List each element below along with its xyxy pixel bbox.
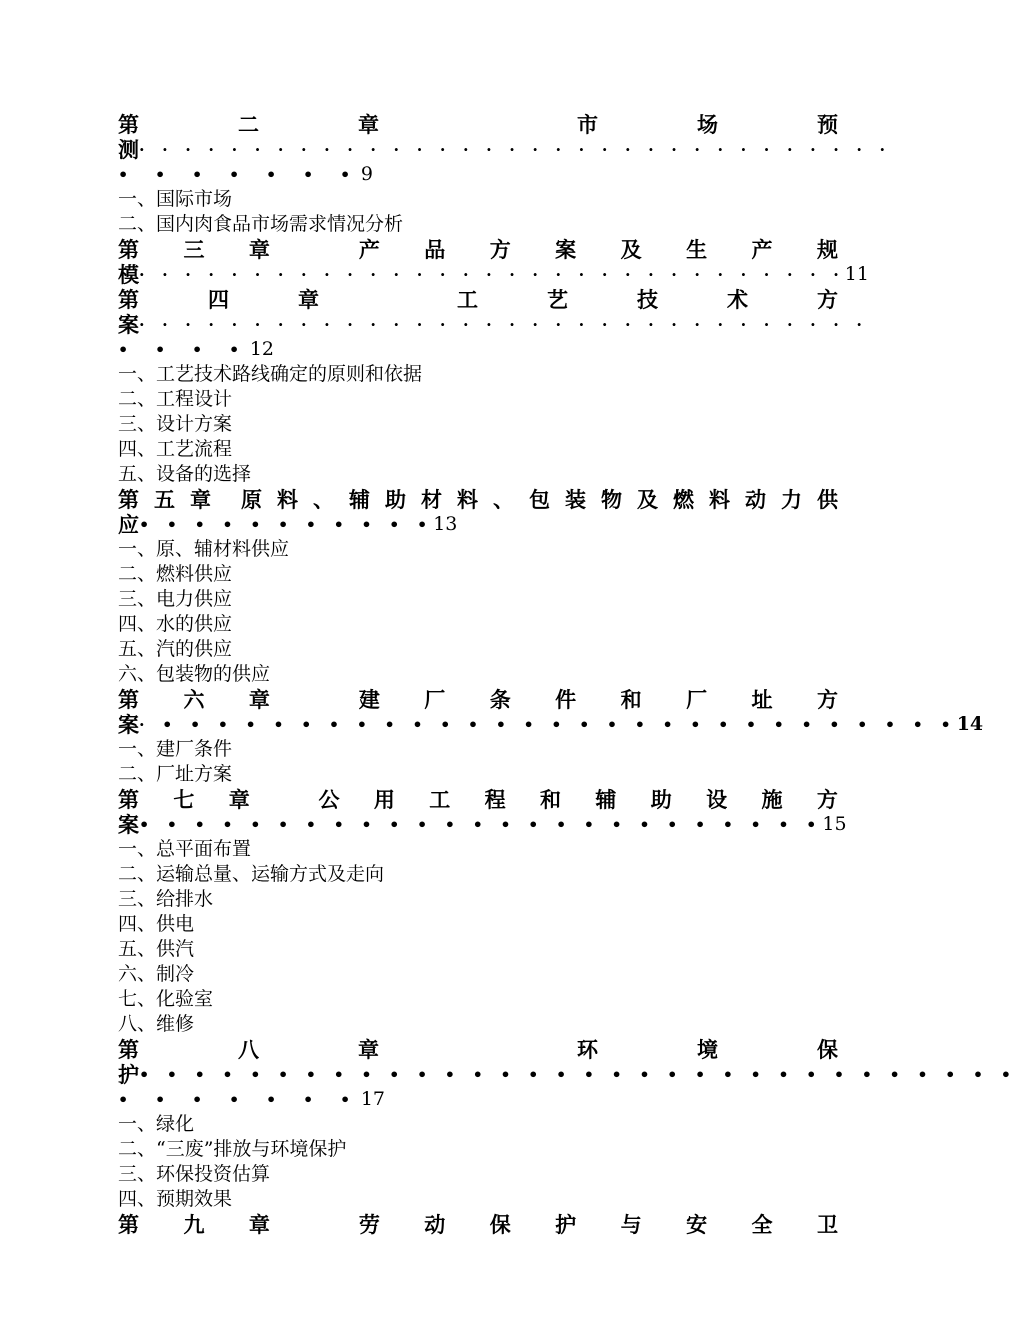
toc-item[interactable]: 七、化验室 bbox=[118, 988, 214, 1010]
heading-char: 章 bbox=[228, 787, 250, 812]
toc-item[interactable]: 二、燃料供应 bbox=[118, 563, 233, 585]
heading-char: 案 bbox=[118, 712, 139, 737]
heading-char: 原 bbox=[241, 487, 262, 512]
chapter-heading[interactable] bbox=[118, 1212, 838, 1237]
heading-char: 和 bbox=[540, 787, 561, 812]
heading-char: 八 bbox=[238, 1037, 259, 1062]
heading-char: 动 bbox=[424, 1212, 446, 1237]
heading-char: 市 bbox=[577, 112, 598, 137]
heading-char: 第 bbox=[118, 287, 139, 312]
heading-char: 设 bbox=[706, 787, 728, 812]
toc-item[interactable]: 三、设计方案 bbox=[118, 413, 233, 435]
page-number: 11 bbox=[844, 263, 869, 285]
heading-char: 二 bbox=[238, 112, 259, 137]
heading-char: 程 bbox=[484, 787, 506, 812]
heading-char: 厂 bbox=[424, 687, 446, 712]
leader-dots: · · · · · · · · · · · · · · · · · · · · · · · · · · · · · · · · bbox=[139, 315, 868, 334]
toc-item[interactable]: 四、供电 bbox=[118, 913, 195, 935]
leader-dots: • • • • bbox=[118, 340, 250, 359]
heading-char: 用 bbox=[373, 787, 395, 812]
chapter-heading[interactable] bbox=[118, 487, 838, 512]
chapter-heading[interactable] bbox=[118, 112, 838, 137]
heading-char: 章 bbox=[248, 237, 270, 262]
leader-dots: • • • • • • • • • • • • • • • • • • • • • • • • • • • • • • • • bbox=[139, 1065, 1017, 1084]
leader-continuation bbox=[118, 337, 838, 362]
heading-char: 动 bbox=[745, 487, 766, 512]
toc-page bbox=[118, 112, 1017, 1237]
heading-char: 第 bbox=[118, 1212, 139, 1237]
heading-char: 第 bbox=[118, 487, 139, 512]
heading-char: 及 bbox=[637, 487, 658, 512]
heading-char: 方 bbox=[817, 287, 838, 312]
chapter-heading[interactable] bbox=[118, 237, 838, 262]
heading-char: 辅 bbox=[595, 787, 617, 812]
heading-char: 件 bbox=[555, 687, 577, 712]
toc-item[interactable]: 五、汽的供应 bbox=[118, 638, 233, 660]
heading-char: 物 bbox=[601, 487, 622, 512]
leader-dots: • • • • • • • bbox=[118, 165, 361, 184]
heading-char: 及 bbox=[620, 237, 642, 262]
heading-char: 力 bbox=[781, 487, 802, 512]
chapter-heading-continuation[interactable] bbox=[118, 137, 892, 162]
heading-char: 测 bbox=[118, 137, 139, 162]
toc-item[interactable]: 二、国内肉食品市场需求情况分析 bbox=[118, 213, 404, 235]
toc-item[interactable]: 一、原、辅材料供应 bbox=[118, 538, 290, 560]
heading-char: 章 bbox=[190, 487, 211, 512]
heading-char: 六 bbox=[183, 687, 205, 712]
toc-item[interactable]: 六、制冷 bbox=[118, 963, 195, 985]
heading-char: 产 bbox=[358, 237, 380, 262]
heading-char: 助 bbox=[650, 787, 672, 812]
chapter-heading[interactable] bbox=[118, 287, 838, 312]
heading-char: 三 bbox=[183, 237, 205, 262]
heading-char: 品 bbox=[424, 237, 446, 262]
toc-item[interactable]: 三、电力供应 bbox=[118, 588, 233, 610]
heading-char: 材 bbox=[421, 487, 442, 512]
heading-char: 案 bbox=[555, 237, 577, 262]
heading-char: 建 bbox=[358, 687, 380, 712]
heading-char: 劳 bbox=[358, 1212, 380, 1237]
heading-char: 境 bbox=[697, 1037, 718, 1062]
chapter-heading-continuation[interactable] bbox=[118, 812, 847, 837]
leader-dots: • • • • • • • bbox=[118, 1090, 361, 1109]
leader-dots: · · · · · · · · · · · · · · · · · · · · · · · · · · · · · · · bbox=[139, 265, 845, 284]
heading-char: 环 bbox=[577, 1037, 598, 1062]
heading-char: 规 bbox=[816, 237, 838, 262]
heading-char: 术 bbox=[727, 287, 748, 312]
heading-char: 预 bbox=[817, 112, 838, 137]
toc-item[interactable]: 二、“三废”排放与环境保护 bbox=[118, 1138, 347, 1160]
heading-char: 工 bbox=[457, 287, 478, 312]
toc-item[interactable]: 一、绿化 bbox=[118, 1113, 195, 1135]
heading-char: 方 bbox=[816, 787, 838, 812]
heading-char: 场 bbox=[697, 112, 718, 137]
leader-dots: • • • • • • • • • • • • • • • • • • • • • • • • • bbox=[139, 815, 823, 834]
heading-char: 案 bbox=[118, 812, 139, 837]
heading-char: 技 bbox=[637, 287, 658, 312]
page-number: 9 bbox=[360, 163, 373, 185]
heading-char: 条 bbox=[489, 687, 511, 712]
toc-item[interactable]: 四、预期效果 bbox=[118, 1188, 233, 1210]
toc-item[interactable]: 五、设备的选择 bbox=[118, 463, 252, 485]
page-number: 13 bbox=[433, 513, 458, 535]
heading-char: 工 bbox=[429, 787, 451, 812]
heading-char: 方 bbox=[816, 687, 838, 712]
page-number: 17 bbox=[360, 1088, 385, 1110]
page-number: 12 bbox=[249, 338, 275, 360]
heading-char: 第 bbox=[118, 687, 139, 712]
heading-char: 料 bbox=[457, 487, 478, 512]
toc-item[interactable]: 三、环保投资估算 bbox=[118, 1163, 271, 1185]
chapter-heading[interactable] bbox=[118, 687, 838, 712]
heading-char: 章 bbox=[358, 1037, 379, 1062]
heading-char: 第 bbox=[118, 1037, 139, 1062]
heading-char: 章 bbox=[358, 112, 379, 137]
heading-char: 第 bbox=[118, 787, 139, 812]
toc-item[interactable]: 八、维修 bbox=[118, 1013, 195, 1035]
heading-char: 第 bbox=[118, 237, 139, 262]
heading-char: 料 bbox=[277, 487, 298, 512]
heading-char: 五 bbox=[154, 487, 175, 512]
heading-char: 卫 bbox=[816, 1212, 838, 1237]
toc-item[interactable]: 二、工程设计 bbox=[118, 388, 233, 410]
heading-char: 生 bbox=[686, 237, 708, 262]
heading-char: 方 bbox=[489, 237, 511, 262]
toc-item[interactable]: 二、运输总量、运输方式及走向 bbox=[118, 863, 385, 885]
heading-char: 第 bbox=[118, 112, 139, 137]
toc-item[interactable]: 一、国际市场 bbox=[118, 188, 233, 210]
heading-char: 章 bbox=[248, 1212, 270, 1237]
heading-char: 址 bbox=[751, 687, 773, 712]
heading-char: 、 bbox=[313, 487, 334, 512]
heading-char: 、 bbox=[493, 487, 514, 512]
heading-char: 保 bbox=[817, 1037, 838, 1062]
heading-char: 艺 bbox=[547, 287, 568, 312]
heading-char: 应 bbox=[118, 512, 139, 537]
heading-char: 安 bbox=[686, 1212, 708, 1237]
toc-item[interactable]: 三、给排水 bbox=[118, 888, 214, 910]
heading-char: 四 bbox=[208, 287, 229, 312]
toc-item[interactable]: 二、厂址方案 bbox=[118, 763, 233, 785]
heading-char: 燃 bbox=[673, 487, 694, 512]
heading-char: 辅 bbox=[349, 487, 370, 512]
heading-char: 助 bbox=[385, 487, 406, 512]
heading-char: 护 bbox=[118, 1062, 139, 1087]
heading-char: 和 bbox=[620, 687, 642, 712]
chapter-heading-continuation[interactable] bbox=[118, 262, 869, 287]
heading-char: 护 bbox=[555, 1212, 577, 1237]
heading-char: 保 bbox=[489, 1212, 511, 1237]
chapter-heading[interactable] bbox=[118, 1037, 838, 1062]
heading-char: 公 bbox=[318, 787, 340, 812]
heading-char: 施 bbox=[761, 787, 783, 812]
heading-char: 与 bbox=[620, 1212, 642, 1237]
toc-item[interactable]: 四、水的供应 bbox=[118, 613, 233, 635]
heading-char: 包 bbox=[529, 487, 550, 512]
toc-item[interactable]: 一、总平面布置 bbox=[118, 838, 252, 860]
heading-char: 料 bbox=[709, 487, 730, 512]
leader-continuation bbox=[118, 162, 838, 187]
heading-char: 装 bbox=[565, 487, 586, 512]
chapter-heading[interactable] bbox=[118, 787, 838, 812]
chapter-heading-continuation[interactable] bbox=[118, 712, 984, 737]
leader-dots: · • • • • • • • • • • • • • • • • • • • • • • • • • • • • • bbox=[139, 715, 957, 734]
heading-char: 章 bbox=[248, 687, 270, 712]
toc-item[interactable]: 六、包装物的供应 bbox=[118, 663, 271, 685]
chapter-heading-continuation[interactable] bbox=[118, 512, 838, 537]
toc-item[interactable]: 五、供汽 bbox=[118, 938, 195, 960]
toc-item[interactable]: 四、工艺流程 bbox=[118, 438, 233, 460]
heading-char: 七 bbox=[173, 787, 195, 812]
heading-char: 章 bbox=[298, 287, 319, 312]
heading-char: 产 bbox=[751, 237, 773, 262]
leader-continuation bbox=[118, 1087, 838, 1112]
chapter-heading-continuation[interactable] bbox=[118, 312, 868, 337]
heading-char: 供 bbox=[817, 487, 838, 512]
heading-char: 九 bbox=[183, 1212, 205, 1237]
toc-item[interactable]: 一、工艺技术路线确定的原则和依据 bbox=[118, 363, 423, 385]
heading-char: 案 bbox=[118, 312, 139, 337]
leader-dots: · · · · · · · · · · · · · · · · · · · · · · · · · · · · · · · · · bbox=[139, 140, 892, 159]
chapter-heading-continuation[interactable] bbox=[118, 1062, 1017, 1087]
page-number: 14 bbox=[956, 713, 984, 735]
heading-char: 模 bbox=[118, 262, 139, 287]
toc-item[interactable]: 一、建厂条件 bbox=[118, 738, 233, 760]
heading-char: 全 bbox=[751, 1212, 773, 1237]
heading-char: 厂 bbox=[686, 687, 708, 712]
leader-dots: • • • • • • • • • • • bbox=[139, 515, 434, 534]
page-number: 15 bbox=[822, 813, 847, 835]
